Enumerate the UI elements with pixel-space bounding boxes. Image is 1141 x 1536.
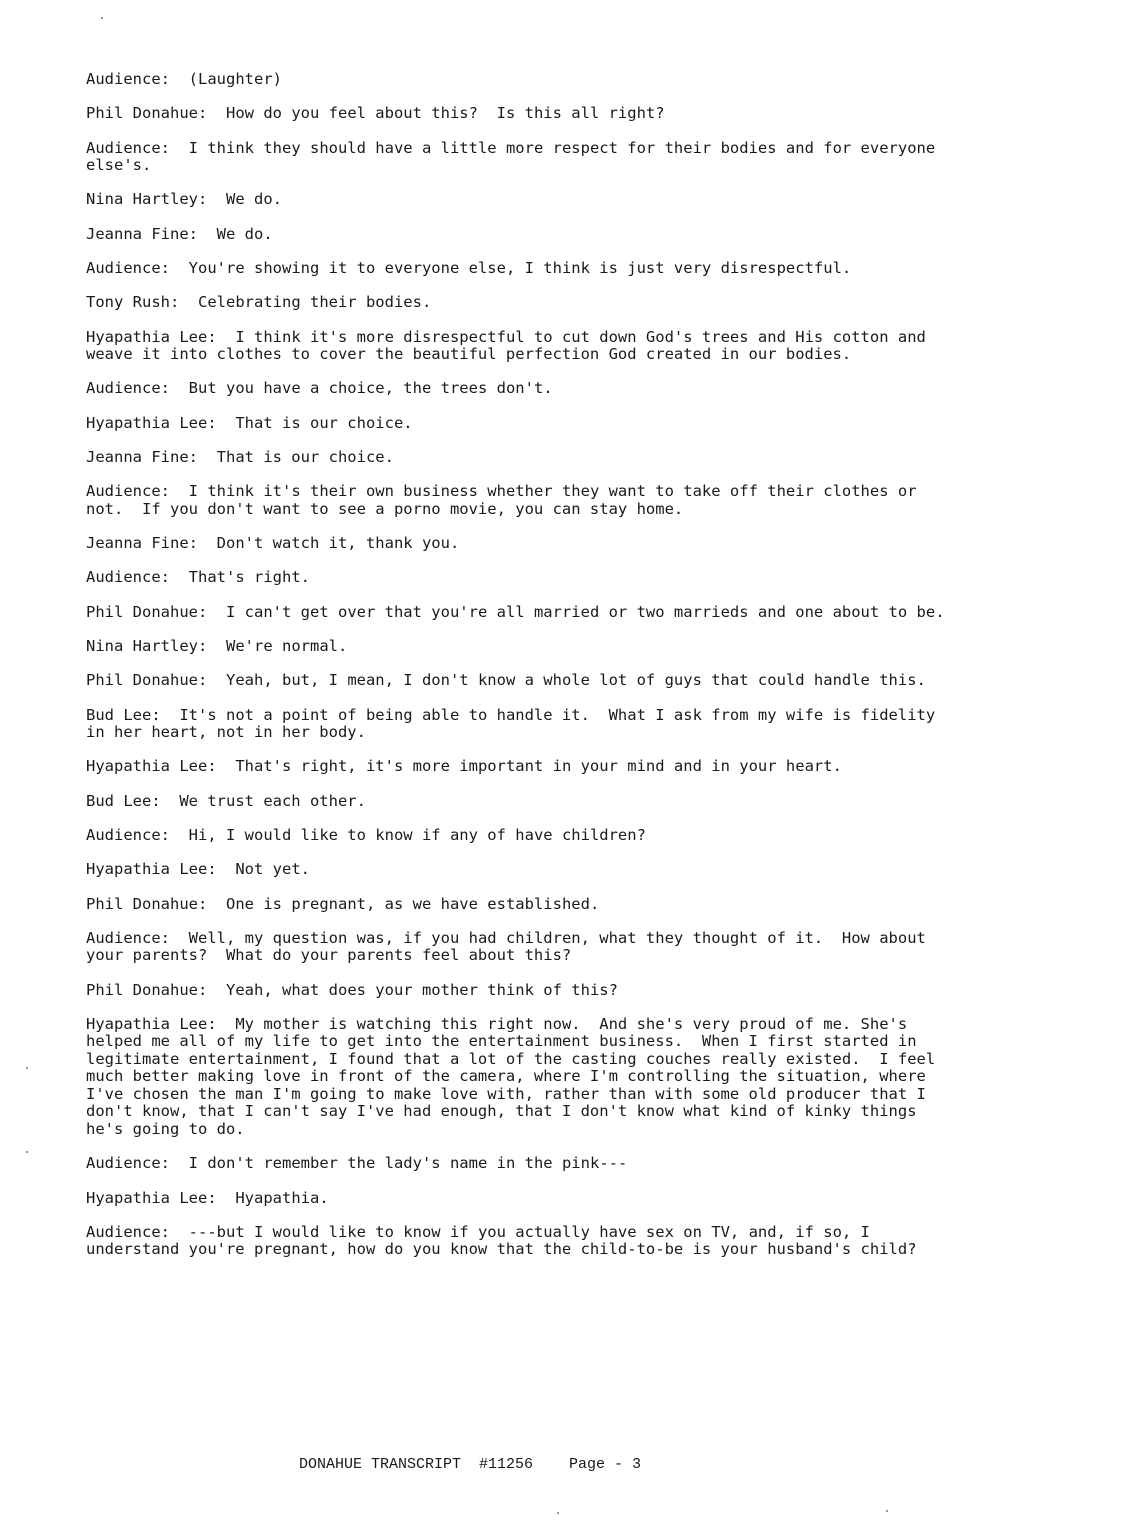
transcript-entry	[86, 535, 946, 553]
speech-text: That is our choice.	[216, 447, 394, 466]
speech-text: That's right, it's more important in your mind and in your heart.	[235, 757, 842, 776]
transcript-entry	[86, 672, 946, 690]
transcript-entry	[86, 105, 946, 123]
transcript-entry	[86, 930, 946, 965]
speech-text: I think it's more disrespectful to cut down God's trees and His cotton and weave it into clothes to cover the beautiful perfection God created in our bodies.	[86, 327, 936, 364]
transcript-entry	[86, 415, 946, 433]
speaker-name: Bud Lee:	[86, 705, 161, 724]
speech-text: Not yet.	[235, 860, 310, 879]
speech-text: We do.	[216, 224, 273, 243]
transcript-entry	[86, 861, 946, 879]
speaker-name: Audience:	[86, 70, 170, 88]
transcript-body	[86, 71, 946, 1276]
speech-text: One is pregnant, as we have established.	[226, 894, 600, 913]
speech-text: Yeah, but, I mean, I don't know a whole lot of guys that could handle this.	[226, 671, 926, 690]
transcript-entry	[86, 329, 946, 364]
scan-speck	[101, 17, 103, 19]
page-footer	[0, 1456, 940, 1473]
speaker-name: Tony Rush:	[86, 293, 180, 312]
speech-text: Hi, I would like to know if any of have children?	[188, 825, 646, 844]
speaker-name: Hyapathia Lee:	[86, 413, 217, 432]
speaker-name: Phil Donahue:	[86, 980, 208, 999]
speech-text: We do.	[226, 190, 282, 209]
speaker-name: Bud Lee:	[86, 791, 161, 810]
transcript-entry	[86, 604, 946, 622]
transcript-entry	[86, 758, 946, 776]
transcript-entry	[86, 896, 946, 914]
transcript-entry	[86, 827, 946, 845]
speech-text: We're normal.	[226, 636, 348, 655]
transcript-entry	[86, 191, 946, 209]
transcript-entry	[86, 1224, 946, 1259]
speech-text: Don't watch it, thank you.	[216, 534, 460, 553]
speaker-name: Audience:	[86, 138, 170, 157]
transcript-entry	[86, 380, 946, 398]
speech-text: We trust each other.	[179, 791, 366, 810]
footer-page-number: Page - 3	[569, 1456, 642, 1473]
scan-speck	[26, 1067, 28, 1069]
speaker-name: Phil Donahue:	[86, 602, 208, 621]
speaker-name: Audience:	[86, 258, 170, 277]
speaker-name: Audience:	[86, 379, 170, 398]
transcript-entry	[86, 638, 946, 656]
speech-text: Yeah, what does your mother think of this?	[226, 980, 618, 999]
speech-text: You're showing it to everyone else, I think is just very disrespectful.	[188, 258, 852, 277]
speaker-name: Phil Donahue:	[86, 894, 208, 913]
transcript-entry	[86, 294, 946, 312]
transcript-entry	[86, 793, 946, 811]
footer-transcript-number: #11256	[479, 1456, 534, 1473]
speech-text: I think it's their own business whether they want to take off their clothes or not. If you don't want to see a porno movie, you can stay home.	[86, 482, 926, 518]
speaker-name: Jeanna Fine:	[86, 224, 198, 243]
speech-text: ---but I would like to know if you actually have sex on TV, and, if so, I understand you're pregnant, how do you know that the child-to-be is your husband's child?	[86, 1222, 917, 1259]
speech-text: That's right.	[188, 568, 310, 587]
speaker-name: Hyapathia Lee:	[86, 757, 217, 776]
speech-text: I don't remember the lady's name in the pink---	[188, 1154, 628, 1173]
speaker-name: Hyapathia Lee:	[86, 860, 217, 879]
speaker-name: Hyapathia Lee:	[86, 1014, 217, 1033]
speaker-name: Nina Hartley:	[86, 636, 208, 655]
transcript-entry	[86, 483, 946, 518]
scan-speck	[886, 1510, 888, 1512]
speech-text: My mother is watching this right now. And she's very proud of me. She's helped me all of my life to get into the entertainment business. When I first started in legitimate entertainment, I found that a lot of the casting couches really existed. I feel much better making love in front of the camera, where I'm controlling the situation, where I've chosen the man I'm going to make love with, rather than with some old producer that I don't know, that I can't say I've had enough, that I don't know what kind of kinky things he's going to do.	[86, 1014, 945, 1138]
speaker-name: Hyapathia Lee:	[86, 1188, 217, 1207]
speech-text: It's not a point of being able to handle it. What I ask from my wife is fidelity in her heart, not in her body.	[86, 705, 945, 742]
speaker-name: Audience:	[86, 1154, 170, 1173]
speaker-name: Audience:	[86, 482, 170, 501]
transcript-entry	[86, 260, 946, 278]
transcript-entry	[86, 1190, 946, 1208]
speaker-name: Audience:	[86, 928, 170, 947]
transcript-entry	[86, 140, 946, 175]
speech-text: (Laughter)	[188, 70, 282, 88]
transcript-entry	[86, 71, 946, 89]
speech-text: That is our choice.	[235, 413, 413, 432]
speech-text: Celebrating their bodies.	[198, 293, 432, 312]
speaker-name: Nina Hartley:	[86, 190, 208, 209]
speech-text: I think they should have a little more respect for their bodies and for everyone else's.	[86, 138, 945, 175]
footer-title: DONAHUE TRANSCRIPT	[298, 1456, 461, 1473]
speech-text: But you have a choice, the trees don't.	[188, 379, 553, 398]
speaker-name: Audience:	[86, 825, 170, 844]
transcript-entry	[86, 569, 946, 587]
speaker-name: Jeanna Fine:	[86, 534, 198, 553]
speaker-name: Jeanna Fine:	[86, 447, 198, 466]
speaker-name: Audience:	[86, 1222, 170, 1241]
scan-speck	[557, 1512, 559, 1514]
transcript-entry	[86, 226, 946, 244]
speech-text: How do you feel about this? Is this all right?	[226, 104, 665, 123]
speech-text: Well, my question was, if you had children, what they thought of it. How about your parents? What do your parents feel about this?	[86, 928, 936, 965]
transcript-entry	[86, 707, 946, 742]
speech-text: Hyapathia.	[235, 1188, 329, 1207]
speaker-name: Hyapathia Lee:	[86, 327, 217, 346]
transcript-entry	[86, 449, 946, 467]
scan-speck	[26, 1151, 28, 1153]
speaker-name: Phil Donahue:	[86, 104, 208, 123]
speaker-name: Phil Donahue:	[86, 671, 208, 690]
transcript-entry	[86, 982, 946, 1000]
transcript-entry	[86, 1016, 946, 1139]
transcript-entry	[86, 1155, 946, 1173]
speaker-name: Audience:	[86, 568, 170, 587]
speech-text: I can't get over that you're all married or two marrieds and one about to be.	[226, 602, 945, 621]
